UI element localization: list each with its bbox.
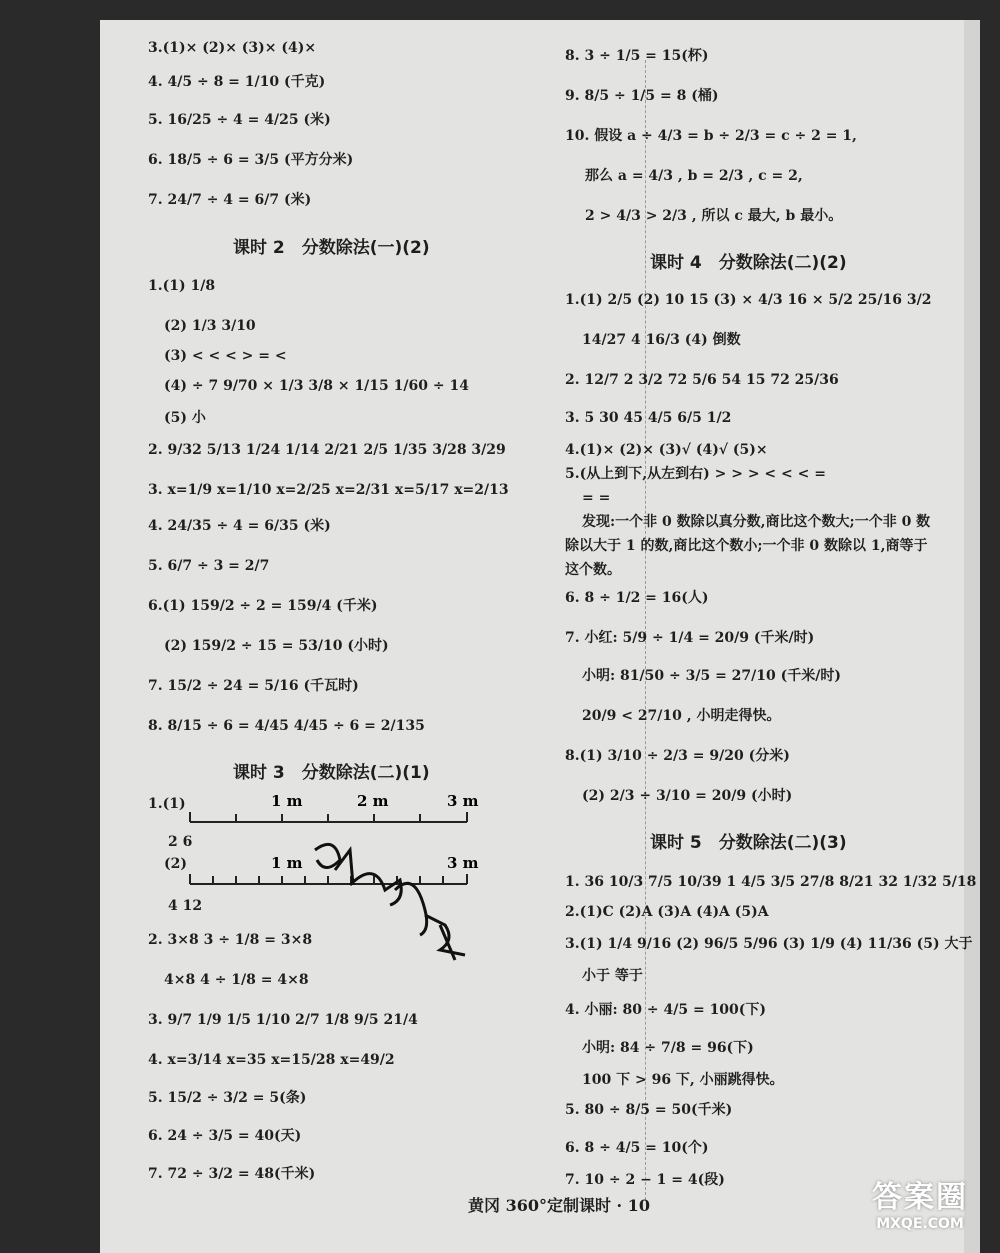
answer-line: 这个数。: [565, 562, 621, 578]
page-edge: [964, 20, 980, 1253]
answer-line: 发现:一个非 0 数除以真分数,商比这个数大;一个非 0 数: [582, 514, 931, 530]
ruler-mark: 3 m: [447, 792, 479, 810]
answer-line: 1. 36 10/3 7/5 10/39 1 4/5 3/5 27/8 8/21 32 1/32 5/18: [565, 874, 977, 890]
answer-line: 4.(1)× (2)× (3)√ (4)√ (5)×: [565, 442, 768, 458]
answer-line: 20/9 < 27/10 , 小明走得快。: [582, 708, 781, 724]
answer-line: 9. 8/5 ÷ 1/5 = 8 (桶): [565, 88, 719, 104]
answer-line: 4. 小丽: 80 ÷ 4/5 = 100(下): [565, 1002, 767, 1018]
watermark-site-text: MXQE.COM: [876, 1216, 964, 1232]
answer-line: 5. 80 ÷ 8/5 = 50(千米): [565, 1102, 733, 1118]
answer-line: 小明: 81/50 ÷ 3/5 = 27/10 (千米/时): [582, 668, 841, 684]
answer-line: 1.(1) 1/8: [148, 278, 216, 294]
answer-line: 7. 24/7 ÷ 4 = 6/7 (米): [148, 192, 312, 208]
answer-line: 2 6: [168, 834, 193, 850]
ruler-diagram-1: [185, 790, 479, 830]
handwritten-scribble: [305, 830, 485, 970]
answer-line: 2.(1)C (2)A (3)A (4)A (5)A: [565, 904, 769, 920]
answer-line: 100 下 > 96 下, 小丽跳得快。: [582, 1072, 784, 1088]
ruler-mark: 1 m: [271, 792, 303, 810]
ruler-mark: 1 m: [271, 854, 303, 872]
answer-line: 1.(1) 2/5 (2) 10 15 (3) × 4/3 16 × 5/2 25/16 3/2: [565, 292, 932, 308]
answer-line: 4. x=3/14 x=35 x=15/28 x=49/2: [148, 1052, 395, 1068]
answer-line: 5.(从上到下,从左到右) > > > < < < =: [565, 466, 826, 482]
answer-line: 4. 4/5 ÷ 8 = 1/10 (千克): [148, 74, 326, 90]
ruler-mark: 2 m: [357, 792, 389, 810]
answer-line: 8. 3 ÷ 1/5 = 15(杯): [565, 48, 709, 64]
answer-line: 4. 24/35 ÷ 4 = 6/35 (米): [148, 518, 331, 534]
lesson-heading: 课时 2 分数除法(一)(2): [233, 238, 430, 258]
answer-line: = =: [582, 490, 611, 506]
watermark-logo-text: 答案圈: [872, 1180, 968, 1215]
answer-line: 6. 8 ÷ 4/5 = 10(个): [565, 1140, 709, 1156]
answer-line: 2. 9/32 5/13 1/24 1/14 2/21 2/5 1/35 3/28 3/29: [148, 442, 506, 458]
answer-line: 那么 a = 4/3 , b = 2/3 , c = 2,: [585, 168, 803, 184]
answer-line: 6. 18/5 ÷ 6 = 3/5 (平方分米): [148, 152, 354, 168]
lesson-heading: 课时 4 分数除法(二)(2): [650, 253, 847, 273]
answer-line: 6. 24 ÷ 3/5 = 40(天): [148, 1128, 302, 1144]
ruler-label: (2): [164, 856, 187, 872]
answer-line: 2. 12/7 2 3/2 72 5/6 54 15 72 25/36: [565, 372, 839, 388]
answer-line: 除以大于 1 的数,商比这个数小;一个非 0 数除以 1,商等于: [565, 538, 928, 554]
lesson-heading: 课时 5 分数除法(二)(3): [650, 833, 847, 853]
answer-line: 8. 8/15 ÷ 6 = 4/45 4/45 ÷ 6 = 2/135: [148, 718, 425, 734]
answer-line: (5) 小: [164, 410, 206, 426]
page-footer: 黄冈 360°定制课时 · 10: [468, 1196, 650, 1215]
ruler-mark: 3 m: [447, 854, 479, 872]
answer-line: 3.(1)× (2)× (3)× (4)×: [148, 40, 317, 56]
answer-line: 7. 小红: 5/9 ÷ 1/4 = 20/9 (千米/时): [565, 630, 815, 646]
answer-line: 小于 等于: [582, 968, 643, 984]
answer-line: 小明: 84 ÷ 7/8 = 96(下): [582, 1040, 754, 1056]
answer-line: 3.(1) 1/4 9/16 (2) 96/5 5/96 (3) 1/9 (4) 11/36 (5) 大于: [565, 936, 973, 952]
answer-line: 3. x=1/9 x=1/10 x=2/25 x=2/31 x=5/17 x=2/13: [148, 482, 509, 498]
answer-line: 4×8 4 ÷ 1/8 = 4×8: [164, 972, 309, 988]
answer-line: 5. 6/7 ÷ 3 = 2/7: [148, 558, 270, 574]
answer-line: (3) < < < > = <: [164, 348, 287, 364]
answer-line: (2) 159/2 ÷ 15 = 53/10 (小时): [164, 638, 389, 654]
answer-line: 7. 10 ÷ 2 − 1 = 4(段): [565, 1172, 725, 1188]
answer-line: 8.(1) 3/10 ÷ 2/3 = 9/20 (分米): [565, 748, 790, 764]
lesson-heading: 课时 3 分数除法(二)(1): [233, 763, 430, 783]
answer-line: 5. 16/25 ÷ 4 = 4/25 (米): [148, 112, 331, 128]
ruler-label: 1.(1): [148, 796, 186, 812]
answer-line: 7. 15/2 ÷ 24 = 5/16 (千瓦时): [148, 678, 359, 694]
answer-line: 3. 5 30 45 4/5 6/5 1/2: [565, 410, 732, 426]
answer-line: 14/27 4 16/3 (4) 倒数: [582, 332, 741, 348]
answer-line: 7. 72 ÷ 3/2 = 48(千米): [148, 1166, 316, 1182]
answer-line: (2) 1/3 3/10: [164, 318, 256, 334]
answer-line: 6.(1) 159/2 ÷ 2 = 159/4 (千米): [148, 598, 378, 614]
watermark-logo: [865, 1172, 975, 1242]
answer-line: 5. 15/2 ÷ 3/2 = 5(条): [148, 1090, 307, 1106]
answer-line: (2) 2/3 ÷ 3/10 = 20/9 (小时): [582, 788, 793, 804]
answer-line: 6. 8 ÷ 1/2 = 16(人): [565, 590, 709, 606]
answer-line: 10. 假设 a ÷ 4/3 = b ÷ 2/3 = c ÷ 2 = 1,: [565, 128, 857, 144]
answer-line: 2 > 4/3 > 2/3 , 所以 c 最大, b 最小。: [585, 208, 843, 224]
answer-line: (4) ÷ 7 9/70 × 1/3 3/8 × 1/15 1/60 ÷ 14: [164, 378, 469, 394]
answer-line: 4 12: [168, 898, 203, 914]
answer-line: 3. 9/7 1/9 1/5 1/10 2/7 1/8 9/5 21/4: [148, 1012, 418, 1028]
answer-line: 2. 3×8 3 ÷ 1/8 = 3×8: [148, 932, 313, 948]
